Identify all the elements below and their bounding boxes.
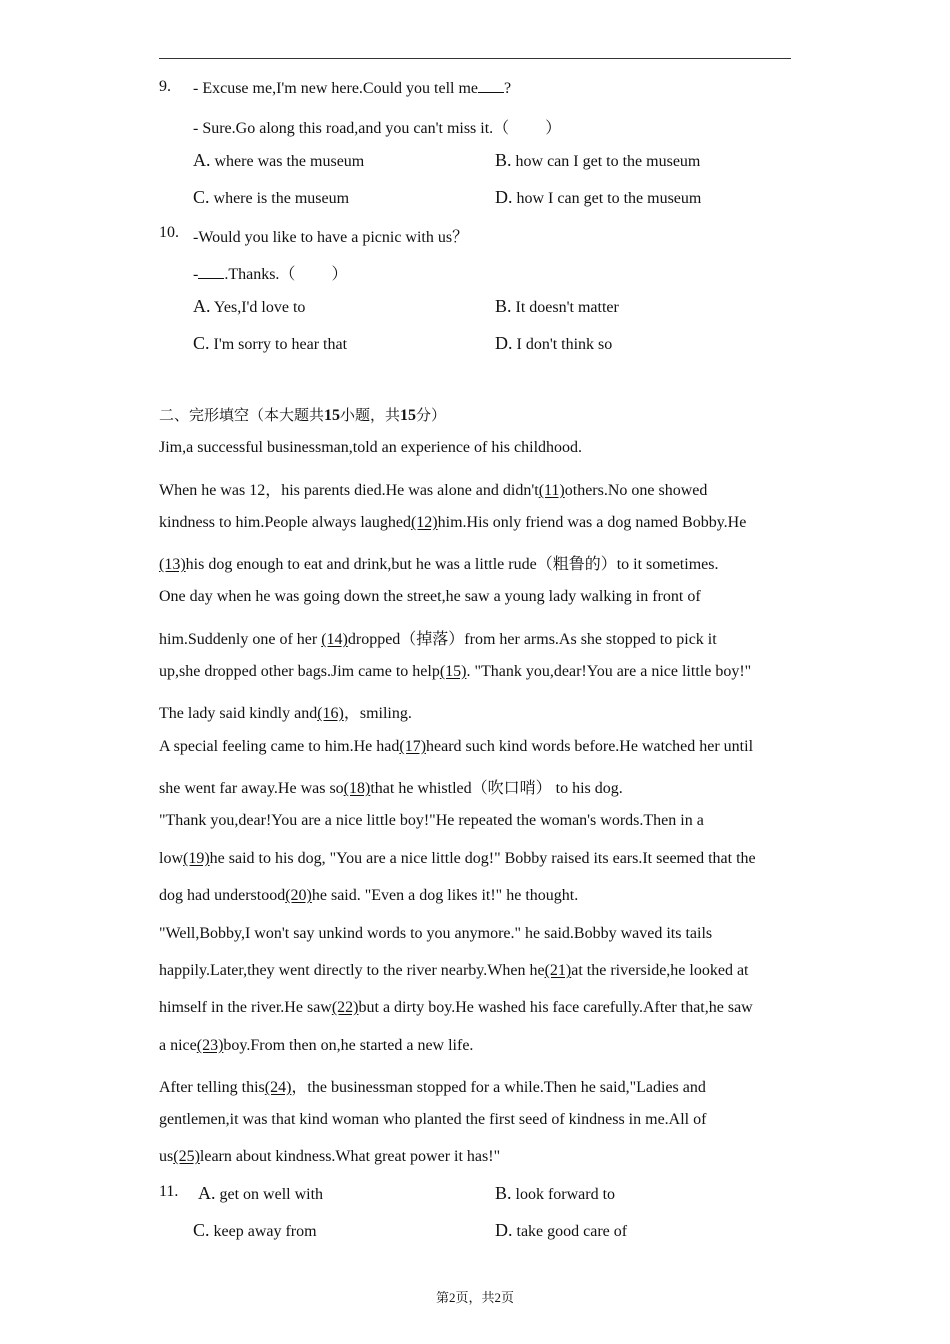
q9-option-b[interactable]: B. how can I get to the museum [495, 150, 701, 170]
q9-option-c[interactable]: C. where is the museum [193, 187, 350, 207]
passage-line: Jim,a successful businessman,told an experience of his childhood. [159, 439, 583, 456]
blank-18: (18) [343, 780, 371, 797]
passage-line: she went far away.He was so(18)that he whistled（吹口哨） to his dog. [159, 780, 623, 797]
blank-23: (23) [196, 1037, 224, 1054]
passage-line: When he was 12，his parents died.He was alone and didn't(11)others.No one showed [159, 482, 708, 499]
blank-19: (19) [183, 850, 210, 867]
q11-option-c[interactable]: C. keep away from [193, 1220, 317, 1240]
blank-14: (14) [321, 631, 348, 648]
q10-option-b[interactable]: B. It doesn't matter [495, 296, 619, 316]
passage-line: dog had understood(20)he said. "Even a dog likes it!" he thought. [159, 887, 579, 904]
blank-16: (16) [317, 705, 344, 722]
q9-option-d[interactable]: D. how I can get to the museum [495, 187, 702, 207]
q10-line1: -Would you like to have a picnic with us？ [193, 229, 469, 246]
q9-number: 9. [159, 78, 171, 95]
passage-line: After telling this(24)，the businessman stopped for a while.Then he said,"Ladies and [159, 1079, 706, 1096]
page-footer: 第2页，共2页 [435, 1290, 514, 1305]
passage-line: The lady said kindly and(16)，smiling. [159, 705, 412, 722]
blank-13: (13) [159, 556, 186, 573]
blank-21: (21) [544, 962, 572, 979]
q9-line1: - Excuse me,I'm new here.Could you tell me ? [193, 80, 512, 97]
q11-number: 11. [159, 1183, 179, 1200]
answer-blank [198, 264, 224, 279]
q10-option-d[interactable]: D. I don't think so [495, 333, 613, 353]
section-heading: 二、完形填空（本大题共15小题，共15分） [159, 406, 447, 424]
q10-option-a[interactable]: A. Yes,I'd love to [193, 296, 306, 316]
passage-line: him.Suddenly one of her (14)dropped（掉落）from her arms.As she stopped to pick it [159, 631, 717, 648]
q10-option-c[interactable]: C. I'm sorry to hear that [193, 333, 348, 353]
q11-option-b[interactable]: B. look forward to [495, 1183, 616, 1203]
blank-20: (20) [285, 887, 312, 904]
passage-line: low(19)he said to his dog, "You are a nice little dog!" Bobby raised its ears.It seemed that the [159, 850, 756, 867]
passage-line: happily.Later,they went directly to the river nearby.When he(21)at the riverside,he looked at [159, 962, 749, 979]
q9-option-a[interactable]: A. where was the museum [193, 150, 365, 170]
passage-line: gentlemen,it was that kind woman who planted the first seed of kindness in me.All of [159, 1111, 707, 1128]
q11-option-d[interactable]: D. take good care of [495, 1220, 628, 1240]
passage-line: himself in the river.He saw(22)but a dirty boy.He washed his face carefully.After that,he saw [159, 999, 753, 1016]
passage-line: "Thank you,dear!You are a nice little boy!"He repeated the woman's words.Then in a [159, 812, 704, 829]
passage-line: up,she dropped other bags.Jim came to help(15). "Thank you,dear!You are a nice little boy!" [159, 663, 752, 680]
blank-17: (17) [399, 738, 427, 755]
answer-blank [478, 78, 504, 93]
q10-number: 10. [159, 224, 179, 241]
blank-25: (25) [173, 1148, 200, 1165]
blank-15: (15) [439, 663, 467, 680]
header-rule [159, 58, 791, 59]
q9-line2: - Sure.Go along this road,and you can't miss it.（ ） [193, 120, 562, 137]
passage-line: a nice(23)boy.From then on,he started a new life. [159, 1037, 474, 1054]
blank-11: (11) [538, 482, 565, 499]
passage-line: us(25)learn about kindness.What great power it has!" [159, 1148, 501, 1165]
passage-line: A special feeling came to him.He had(17)heard such kind words before.He watched her until [159, 738, 754, 755]
passage-line: "Well,Bobby,I won't say unkind words to you anymore." he said.Bobby waved its tails [159, 925, 713, 942]
blank-24: (24) [264, 1079, 292, 1096]
blank-22: (22) [331, 999, 359, 1016]
passage-line: (13)his dog enough to eat and drink,but he was a little rude（粗鲁的）to it sometimes. [159, 556, 719, 573]
q10-line2: - .Thanks.（ ） [193, 266, 348, 283]
passage-line: kindness to him.People always laughed(12)him.His only friend was a dog named Bobby.He [159, 514, 747, 531]
blank-12: (12) [410, 514, 438, 531]
q11-option-a[interactable]: A. get on well with [198, 1183, 324, 1203]
passage-line: One day when he was going down the street,he saw a young lady walking in front of [159, 588, 701, 605]
